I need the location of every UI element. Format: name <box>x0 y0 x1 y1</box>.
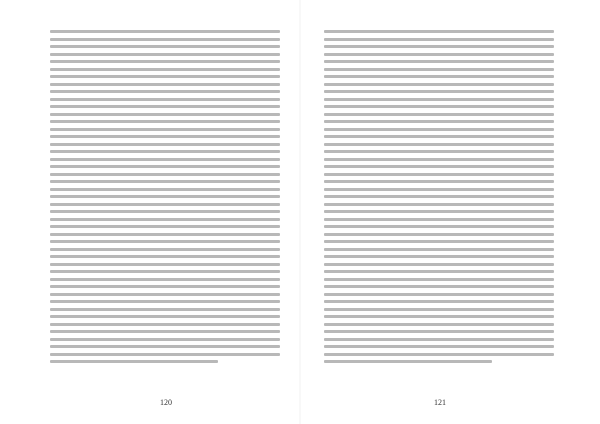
right-page-text-line <box>324 68 554 71</box>
left-page-text-line <box>50 293 280 296</box>
left-page-text-line <box>50 218 280 221</box>
right-page-text-line <box>324 135 554 138</box>
right-page-text-block <box>324 30 554 366</box>
left-page-text-line <box>50 98 280 101</box>
left-page-text-line <box>50 180 280 183</box>
right-page-text-line <box>324 90 554 93</box>
left-page-text-line <box>50 158 280 161</box>
right-page-text-line <box>324 105 554 108</box>
right-page-text-line <box>324 218 554 221</box>
left-page-text-line <box>50 240 280 243</box>
right-page-text-line <box>324 83 554 86</box>
left-page-text-line <box>50 45 280 48</box>
left-page-text-line <box>50 338 280 341</box>
left-page-text-line <box>50 68 280 71</box>
right-page-text-line <box>324 255 554 258</box>
left-page-text-line <box>50 165 280 168</box>
right-page-text-line <box>324 323 554 326</box>
right-page-text-line <box>324 30 554 33</box>
left-page-text-line <box>50 188 280 191</box>
left-page-text-line <box>50 248 280 251</box>
right-page-text-line <box>324 330 554 333</box>
right-page-text-line <box>324 360 492 363</box>
left-page-text-line <box>50 360 218 363</box>
left-page-text-line <box>50 90 280 93</box>
right-page-text-line <box>324 158 554 161</box>
right-page <box>300 0 600 424</box>
right-page-text-line <box>324 285 554 288</box>
left-page-text-line <box>50 210 280 213</box>
left-page-text-line <box>50 83 280 86</box>
left-page-text-line <box>50 225 280 228</box>
left-page-text-line <box>50 150 280 153</box>
left-page-text-line <box>50 285 280 288</box>
right-page-text-line <box>324 45 554 48</box>
left-page-text-line <box>50 255 280 258</box>
left-page-text-line <box>50 60 280 63</box>
right-page-text-line <box>324 75 554 78</box>
right-page-text-line <box>324 203 554 206</box>
left-page-text-line <box>50 30 280 33</box>
right-page-text-line <box>324 180 554 183</box>
left-page-text-line <box>50 120 280 123</box>
left-page-text-line <box>50 143 280 146</box>
right-page-text-line <box>324 60 554 63</box>
right-page-text-line <box>324 195 554 198</box>
left-page-text-line <box>50 353 280 356</box>
left-page-text-line <box>50 233 280 236</box>
left-page-text-line <box>50 300 280 303</box>
right-page-text-line <box>324 120 554 123</box>
right-page-text-line <box>324 270 554 273</box>
right-page-text-line <box>324 53 554 56</box>
right-page-text-line <box>324 315 554 318</box>
right-page-text-line <box>324 248 554 251</box>
left-page-text-line <box>50 75 280 78</box>
left-page-text-line <box>50 128 280 131</box>
right-page-text-line <box>324 98 554 101</box>
right-page-text-line <box>324 300 554 303</box>
right-page-text-line <box>324 150 554 153</box>
right-page-text-line <box>324 165 554 168</box>
right-page-text-line <box>324 38 554 41</box>
left-page-text-line <box>50 315 280 318</box>
left-page-text-line <box>50 173 280 176</box>
right-page-text-line <box>324 263 554 266</box>
right-page-text-line <box>324 338 554 341</box>
right-page-text-line <box>324 308 554 311</box>
right-page-text-line <box>324 278 554 281</box>
left-page-text-line <box>50 345 280 348</box>
right-page-text-line <box>324 233 554 236</box>
left-page-text-block <box>50 30 280 366</box>
right-page-text-line <box>324 353 554 356</box>
left-page-number: 120 <box>160 398 172 407</box>
right-page-text-line <box>324 128 554 131</box>
right-page-text-line <box>324 143 554 146</box>
left-page-text-line <box>50 105 280 108</box>
left-page-text-line <box>50 323 280 326</box>
left-page-text-line <box>50 263 280 266</box>
left-page-text-line <box>50 203 280 206</box>
left-page-text-line <box>50 38 280 41</box>
right-page-number: 121 <box>434 398 446 407</box>
right-page-text-line <box>324 188 554 191</box>
right-page-text-line <box>324 210 554 213</box>
right-page-text-line <box>324 345 554 348</box>
left-page-text-line <box>50 278 280 281</box>
right-page-text-line <box>324 240 554 243</box>
left-page-text-line <box>50 330 280 333</box>
left-page-text-line <box>50 53 280 56</box>
right-page-text-line <box>324 225 554 228</box>
left-page-text-line <box>50 135 280 138</box>
right-page-text-line <box>324 113 554 116</box>
left-page-text-line <box>50 195 280 198</box>
left-page-text-line <box>50 113 280 116</box>
left-page-text-line <box>50 308 280 311</box>
left-page-text-line <box>50 270 280 273</box>
right-page-text-line <box>324 173 554 176</box>
right-page-text-line <box>324 293 554 296</box>
